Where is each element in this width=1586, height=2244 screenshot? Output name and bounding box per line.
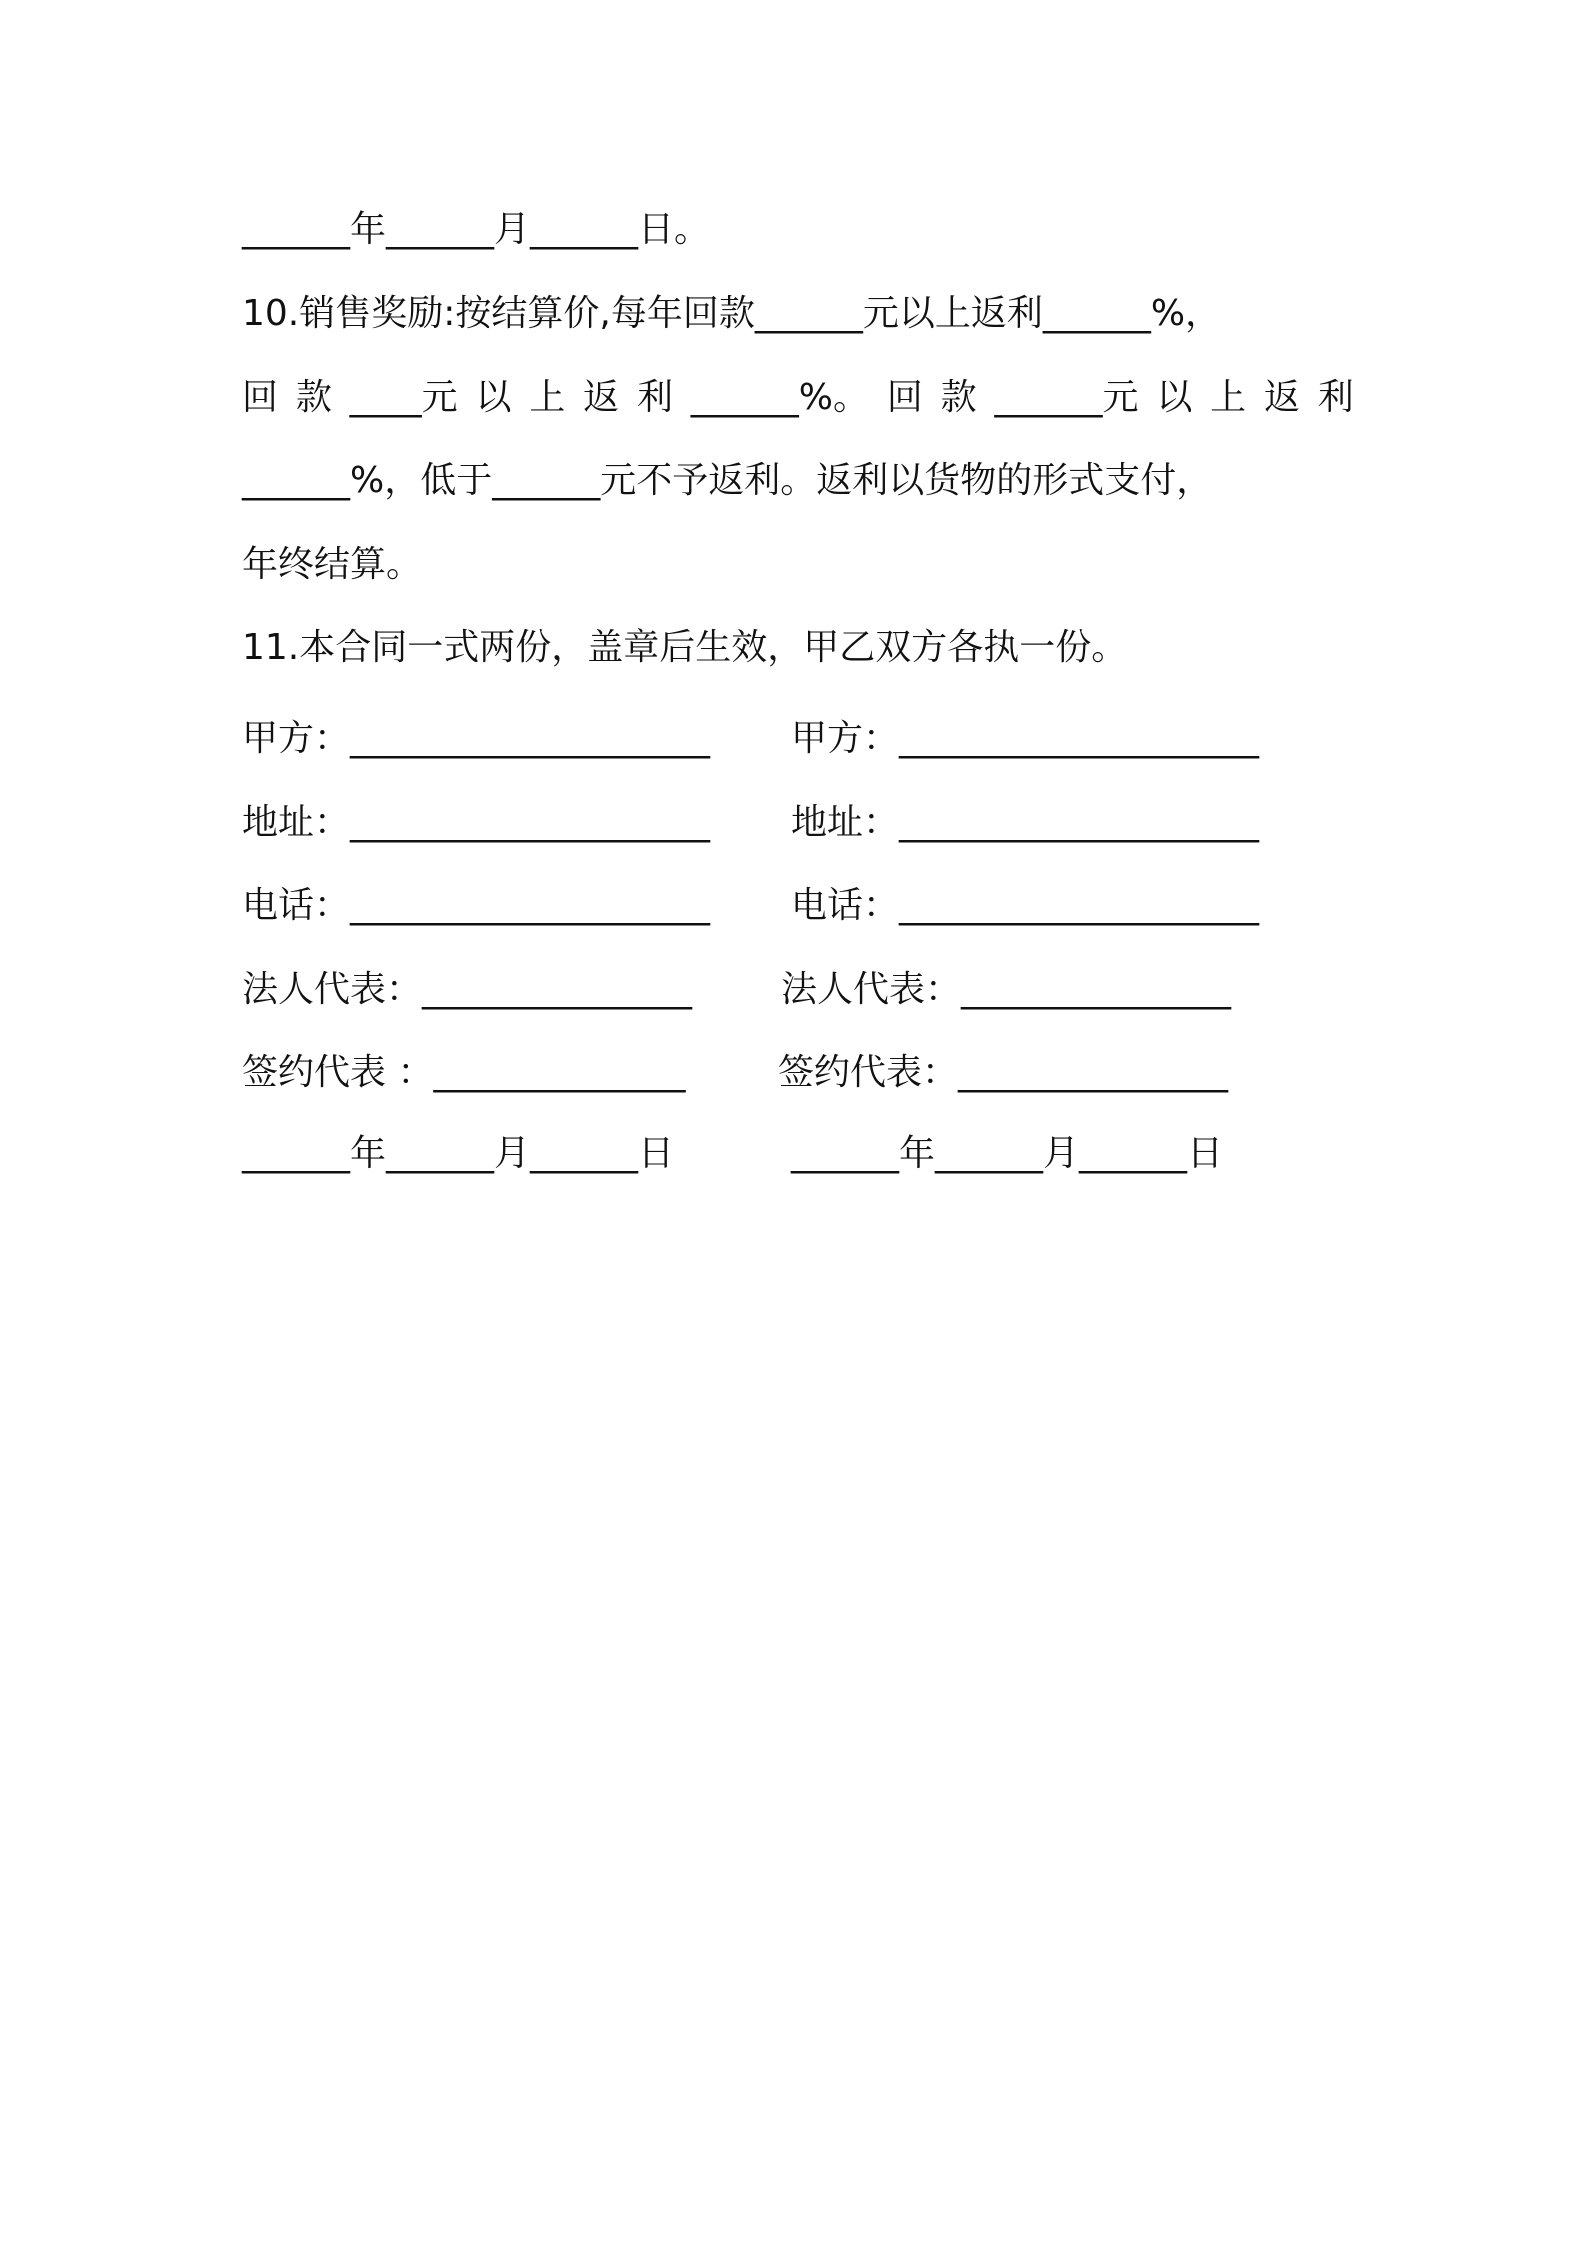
text-fragment: 以 — [1156, 377, 1193, 418]
text-fragment: 以 — [475, 377, 512, 418]
party-b-legal-rep-row: 法人代表：_______________ — [781, 969, 1232, 1010]
clause-11-line: 11.本合同一式两份，盖章后生效，甲乙双方各执一份。 — [242, 627, 1128, 668]
clause-10-line-3: ______%，低于______元不予返利。返利以货物的形式支付， — [242, 460, 1213, 501]
clause-10-line-1: 10.销售奖励:按结算价,每年回款______元以上返利______%， — [242, 293, 1222, 334]
date-line: ______年______月______日。 — [242, 209, 711, 250]
clause-10-line-2 — [242, 374, 1354, 422]
party-a-signing-rep-row: 签约代表 ：______________ — [242, 1052, 686, 1093]
party-a-date-row: ______年______月______日 — [242, 1133, 674, 1174]
clause-10-line-4: 年终结算。 — [242, 544, 423, 585]
party-a-name-row: 甲方：____________________ — [242, 718, 711, 759]
party-a-phone-row: 电话：____________________ — [242, 885, 711, 926]
text-fragment: ____元 — [349, 377, 458, 418]
party-b-address-row: 地址：____________________ — [791, 802, 1260, 843]
text-fragment: 利 — [1317, 377, 1354, 418]
party-b-name-row: 甲方：____________________ — [791, 718, 1260, 759]
text-fragment: ______元 — [994, 377, 1139, 418]
party-a-legal-rep-row: 法人代表：_______________ — [242, 969, 693, 1010]
party-b-phone-row: 电话：____________________ — [791, 885, 1260, 926]
party-b-date-row: ______年______月______日 — [791, 1133, 1223, 1174]
text-fragment: 利 — [636, 377, 673, 418]
text-fragment: 回 — [886, 377, 923, 418]
party-b-signing-rep-row: 签约代表：_______________ — [778, 1052, 1229, 1093]
text-fragment: 回 — [242, 377, 279, 418]
party-a-address-row: 地址：____________________ — [242, 802, 711, 843]
text-fragment: 款 — [295, 377, 332, 418]
text-fragment: 返 — [583, 377, 620, 418]
text-fragment: ______%。 — [690, 377, 870, 418]
text-fragment: 上 — [1210, 377, 1247, 418]
text-fragment: 上 — [529, 377, 566, 418]
text-fragment: 返 — [1263, 377, 1300, 418]
text-fragment: 款 — [940, 377, 977, 418]
